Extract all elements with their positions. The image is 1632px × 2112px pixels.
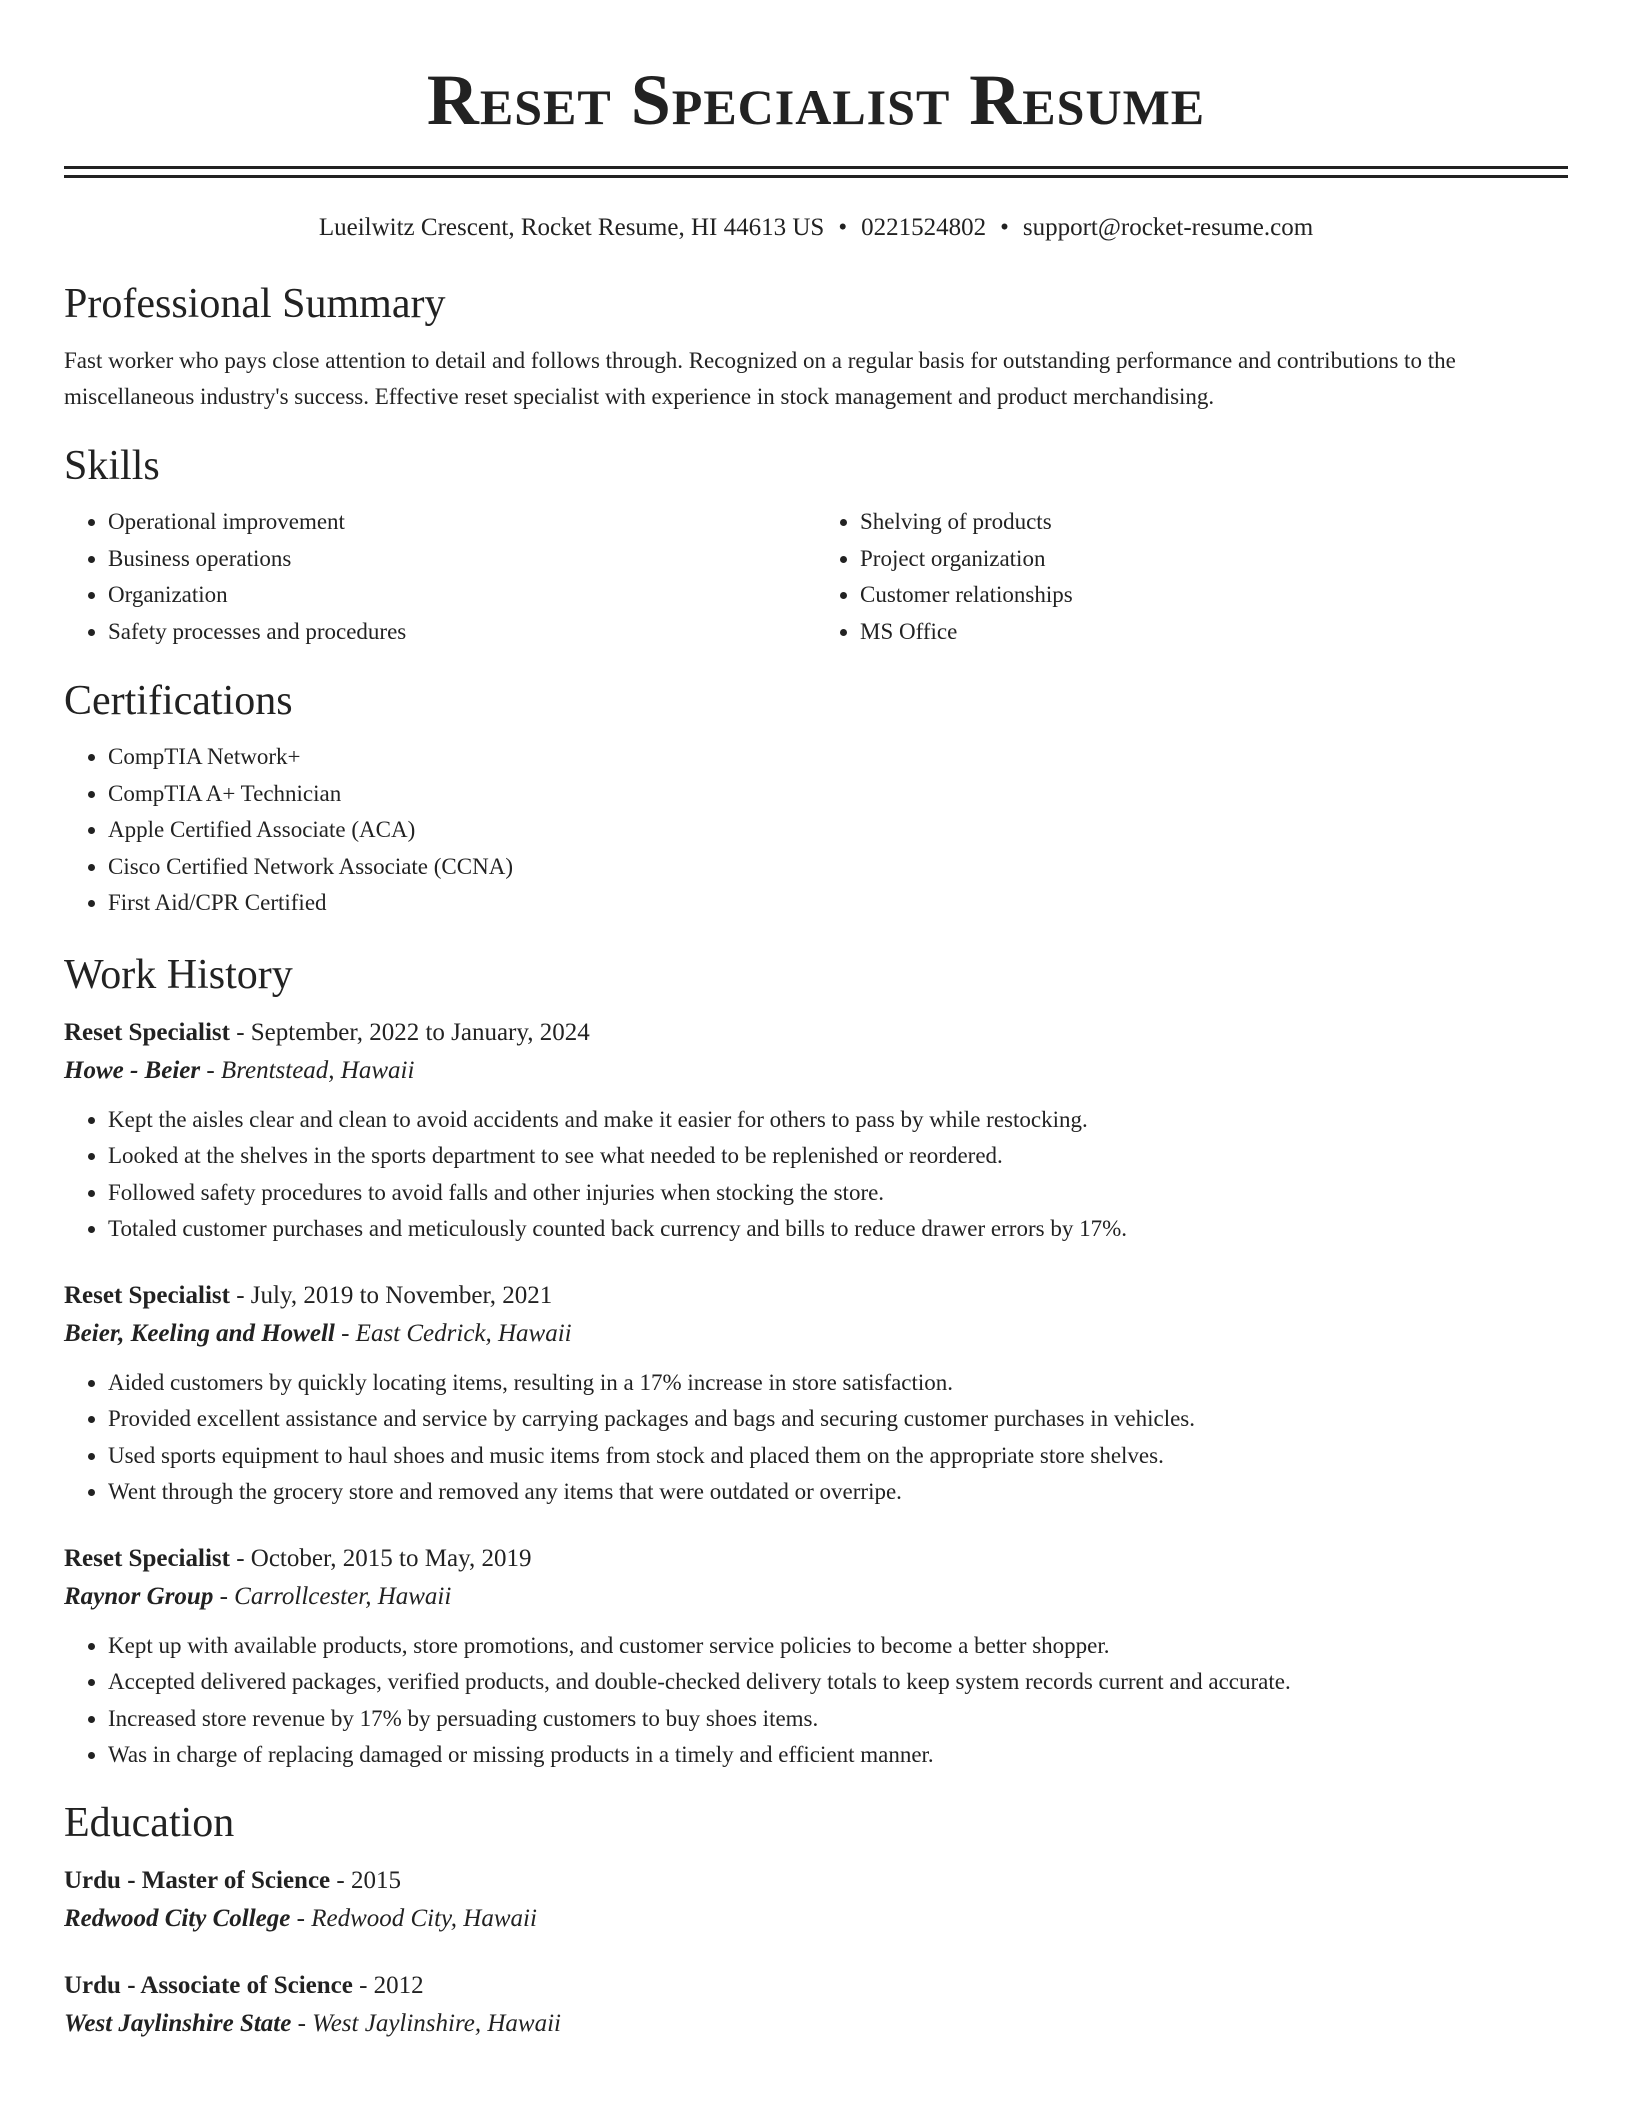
summary-section (64, 279, 1568, 415)
degree-line: Urdu - Associate of Science - 2012 (64, 1971, 424, 1999)
education-heading: Education (64, 1799, 235, 1846)
job-company-line: Raynor Group - Carrollcester, Hawaii (64, 1582, 452, 1610)
skill-item: • Operational improvement (108, 504, 816, 541)
skill-item: • MS Office (860, 614, 1568, 651)
education-entry (64, 1862, 1568, 1938)
job-bullet: • Followed safety procedures to avoid falls and other injuries when stocking the store. (108, 1175, 1568, 1212)
contact-line (64, 212, 1568, 244)
job-company-line: Howe - Beier - Brentstead, Hawaii (64, 1056, 415, 1084)
skills-heading: Skills (64, 443, 160, 489)
job-company: Howe - Beier (64, 1056, 201, 1084)
certification-item: • Apple Certified Associate (ACA) (108, 812, 1568, 849)
job-bullet: • Accepted delivered packages, verified products, and double-checked delivery totals to keep system records current and accurate. (108, 1664, 1568, 1701)
skill-item: • Safety processes and procedures (108, 614, 816, 651)
job-company-line: Beier, Keeling and Howell - East Cedrick, Hawaii (64, 1319, 572, 1347)
skills-list-left (64, 504, 816, 650)
education-section (64, 1798, 1568, 2043)
certification-item: • CompTIA Network+ (108, 739, 1568, 776)
certification-item: • CompTIA A+ Technician (108, 776, 1568, 813)
resume-title: Reset Specialist Resume (426, 60, 1206, 140)
job-bullet: • Kept up with available products, store promotions, and customer service policies to become a better shopper. (108, 1628, 1568, 1665)
contact-phone: 0221524802 (861, 214, 987, 241)
job-bullets (64, 1365, 1568, 1511)
school-location: West Jaylinshire, Hawaii (312, 2009, 561, 2037)
skills-grid (64, 504, 1568, 650)
certification-item: • Cisco Certified Network Associate (CCNA) (108, 849, 1568, 886)
skill-item: • Customer relationships (860, 577, 1568, 614)
job-company: Beier, Keeling and Howell (64, 1319, 335, 1347)
job-location: Carrollcester, Hawaii (234, 1582, 452, 1610)
skills-list-right (816, 504, 1568, 650)
certification-item: • First Aid/CPR Certified (108, 885, 1568, 922)
job-title: Reset Specialist (64, 1544, 230, 1572)
contact-address: Lueilwitz Crescent, Rocket Resume, HI 44613 US (318, 214, 825, 241)
job-dates: September, 2022 to January, 2024 (250, 1018, 590, 1046)
certifications-section (64, 676, 1568, 922)
job-bullet: • Aided customers by quickly locating items, resulting in a 17% increase in store satisfaction. (108, 1365, 1568, 1402)
job-title-line: Reset Specialist - July, 2019 to November, 2021 (64, 1281, 553, 1309)
school-name: Redwood City College (64, 1904, 291, 1932)
school-location: Redwood City, Hawaii (311, 1904, 537, 1932)
education-entry (64, 1967, 1568, 2043)
degree-name: Urdu - Associate of Science (64, 1971, 353, 1999)
work-history-heading: Work History (64, 951, 293, 998)
job-dates: July, 2019 to November, 2021 (250, 1281, 553, 1309)
job-location: Brentstead, Hawaii (220, 1056, 415, 1084)
job-bullet: • Totaled customer purchases and meticulously counted back currency and bills to reduce drawer errors by 17%. (108, 1211, 1568, 1248)
degree-year: 2015 (350, 1866, 401, 1894)
degree-line: Urdu - Master of Science - 2015 (64, 1866, 401, 1894)
degree-name: Urdu - Master of Science (64, 1866, 331, 1894)
job-bullet: • Was in charge of replacing damaged or missing products in a timely and efficient manner. (108, 1737, 1568, 1774)
job-bullets (64, 1628, 1568, 1774)
certifications-heading: Certifications (64, 678, 293, 724)
skill-item: • Shelving of products (860, 504, 1568, 541)
job-title: Reset Specialist (64, 1281, 230, 1309)
job-dates: October, 2015 to May, 2019 (250, 1544, 532, 1572)
title-divider-top (64, 166, 1568, 169)
job-company: Raynor Group (64, 1582, 214, 1610)
job-bullets (64, 1102, 1568, 1248)
job-bullet: • Kept the aisles clear and clean to avoid accidents and make it easier for others to pass by while restocking. (108, 1102, 1568, 1139)
skill-item: • Project organization (860, 541, 1568, 578)
title-divider-bottom (64, 175, 1568, 178)
skills-section (64, 441, 1568, 650)
job-entry (64, 1277, 1568, 1511)
job-title-line: Reset Specialist - September, 2022 to January, 2024 (64, 1018, 590, 1046)
school-line: West Jaylinshire State - West Jaylinshire, Hawaii (64, 2009, 561, 2037)
job-bullet: • Went through the grocery store and removed any items that were outdated or overripe. (108, 1474, 1568, 1511)
job-entry (64, 1540, 1568, 1774)
contact-separator: • (1000, 214, 1009, 241)
job-bullet: • Used sports equipment to haul shoes and music items from stock and placed them on the appropriate store shelves. (108, 1438, 1568, 1475)
certifications-list (64, 739, 1568, 922)
school-name: West Jaylinshire State (64, 2009, 292, 2037)
skill-item: • Organization (108, 577, 816, 614)
work-history-section (64, 950, 1568, 1774)
job-title-line: Reset Specialist - October, 2015 to May, 2019 (64, 1544, 532, 1572)
job-entry (64, 1014, 1568, 1248)
job-title: Reset Specialist (64, 1018, 230, 1046)
job-location: East Cedrick, Hawaii (355, 1319, 572, 1347)
skill-item: • Business operations (108, 541, 816, 578)
degree-year: 2012 (373, 1971, 424, 1999)
job-bullet: • Looked at the shelves in the sports department to see what needed to be replenished or reordered. (108, 1138, 1568, 1175)
job-bullet: • Increased store revenue by 17% by persuading customers to buy shoes items. (108, 1701, 1568, 1738)
contact-email: support@rocket-resume.com (1022, 214, 1314, 241)
contact-separator: • (838, 214, 848, 241)
summary-text: Fast worker who pays close attention to detail and follows through. Recognized on a regular basis for outstanding performance and contributions to the miscellaneous industry's success. Effective reset specialist with experience in stock management and product merchandising. (64, 348, 1456, 409)
school-line: Redwood City College - Redwood City, Hawaii (64, 1904, 537, 1932)
summary-heading: Professional Summary (64, 281, 446, 327)
job-bullet: • Provided excellent assistance and service by carrying packages and bags and securing customer purchases in vehicles. (108, 1401, 1568, 1438)
